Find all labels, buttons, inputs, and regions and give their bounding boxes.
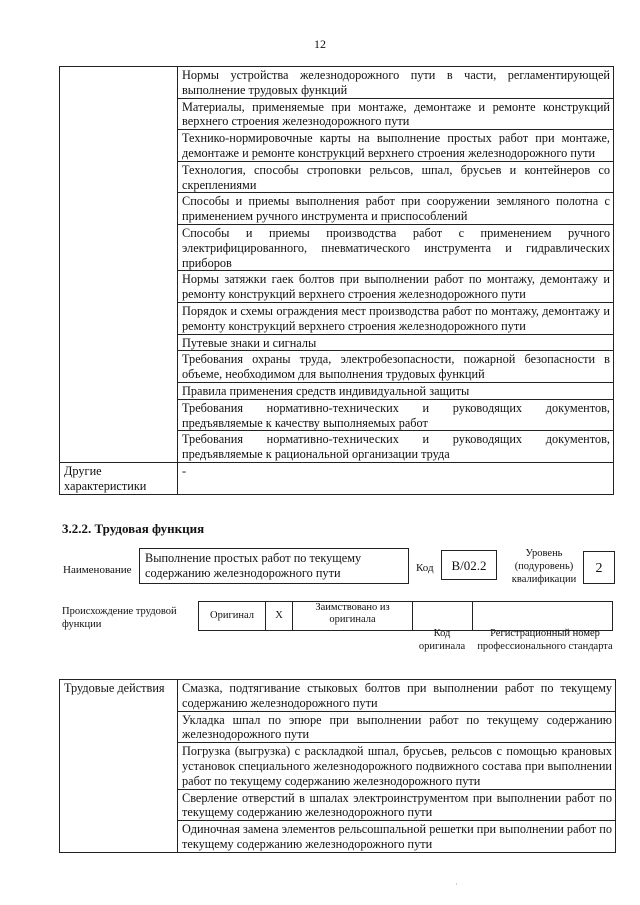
knowledge-label-cell: [60, 67, 178, 463]
page-number: 12: [314, 37, 326, 51]
labor-action-item: Смазка, подтягивание стыковых болтов при выполнении работ по текущему содержанию железнодорожного пути: [178, 680, 616, 712]
knowledge-item: Требования нормативно-технических и руководящих документов, предъявляемые к качеству выполняемых работ: [178, 399, 614, 431]
knowledge-item: Нормы затяжки гаек болтов при выполнении работ по монтажу, демонтажу и ремонту конструкций верхнего строения железнодорожного пути: [178, 271, 614, 303]
knowledge-item: Материалы, применяемые при монтаже, демонтаже и ремонте конструкций верхнего строения железнодорожного пути: [178, 98, 614, 130]
origin-label: Происхождение трудовой функции: [62, 606, 177, 630]
knowledge-item: Нормы устройства железнодорожного пути в части, регламентирующей выполнение трудовых функций: [178, 67, 614, 99]
knowledge-item: Требования охраны труда, электробезопасности, пожарной безопасности в объеме, необходимом для выполнения трудовых функций: [178, 351, 614, 383]
footer-mark: ·: [455, 880, 458, 889]
borrowed-label: Заимствовано из оригинала: [293, 602, 413, 631]
code-original-label: Код оригинала: [418, 628, 466, 652]
knowledge-item: Способы и приемы выполнения работ при сооружении земляного полотна с применением ручного инструмента и приспособлений: [178, 193, 614, 225]
knowledge-item: Требования нормативно-технических и руководящих документов, предъявляемые к рациональной организации труда: [178, 431, 614, 463]
knowledge-item: Правила применения средств индивидуальной защиты: [178, 382, 614, 399]
labor-action-item: Сверление отверстий в шпалах электроинструментом при выполнении работ по текущему содержанию железнодорожного пути: [178, 789, 616, 821]
code-label: Код: [416, 562, 434, 574]
original-label: Оригинал: [199, 602, 266, 631]
qualification-level-value: 2: [583, 551, 615, 584]
labor-action-item: Одиночная замена элементов рельсошпальной решетки при выполнении работ по текущему содержанию железнодорожного пути: [178, 821, 616, 853]
knowledge-item: Технико-нормировочные карты на выполнение простых работ при монтаже, демонтаже и ремонте конструкций верхнего строения железнодорожного пути: [178, 130, 614, 162]
other-characteristics-value: -: [178, 462, 614, 494]
qualification-level-label: Уровень (подуровень) квалификации: [511, 548, 577, 585]
knowledge-item: Путевые знаки и сигналы: [178, 334, 614, 351]
labor-action-item: Укладка шпал по эпюре при выполнении работ по текущему содержанию железнодорожного пути: [178, 711, 616, 743]
labor-actions-table: [59, 679, 616, 853]
knowledge-item: Технология, способы строповки рельсов, шпал, брусьев и контейнеров со скреплениями: [178, 161, 614, 193]
labor-action-item: Погрузка (выгрузка) с раскладкой шпал, брусьев, рельсов с помощью крановых установок специального железнодорожного подвижного состава при выполнении работ по текущему содержанию железнодорожного пути: [178, 743, 616, 789]
name-label: Наименование: [63, 564, 132, 576]
registration-number-label: Регистрационный номер профессионального стандарта: [477, 628, 613, 652]
original-mark: X: [266, 602, 293, 631]
labor-actions-label: Трудовые действия: [60, 680, 178, 853]
required-knowledge-table: [59, 66, 614, 495]
function-name-value: Выполнение простых работ по текущему содержанию железнодорожного пути: [139, 548, 409, 584]
knowledge-item: Порядок и схемы ограждения мест производства работ по монтажу, демонтажу и ремонту конструкций верхнего строения железнодорожного пути: [178, 302, 614, 334]
function-code-value: B/02.2: [441, 550, 497, 580]
other-characteristics-label: Другие характеристики: [60, 462, 178, 494]
section-title: 3.2.2. Трудовая функция: [62, 521, 205, 536]
knowledge-item: Способы и приемы производства работ с применением ручного электрифицированного, пневматического инструмента и гидравлических приборов: [178, 224, 614, 270]
